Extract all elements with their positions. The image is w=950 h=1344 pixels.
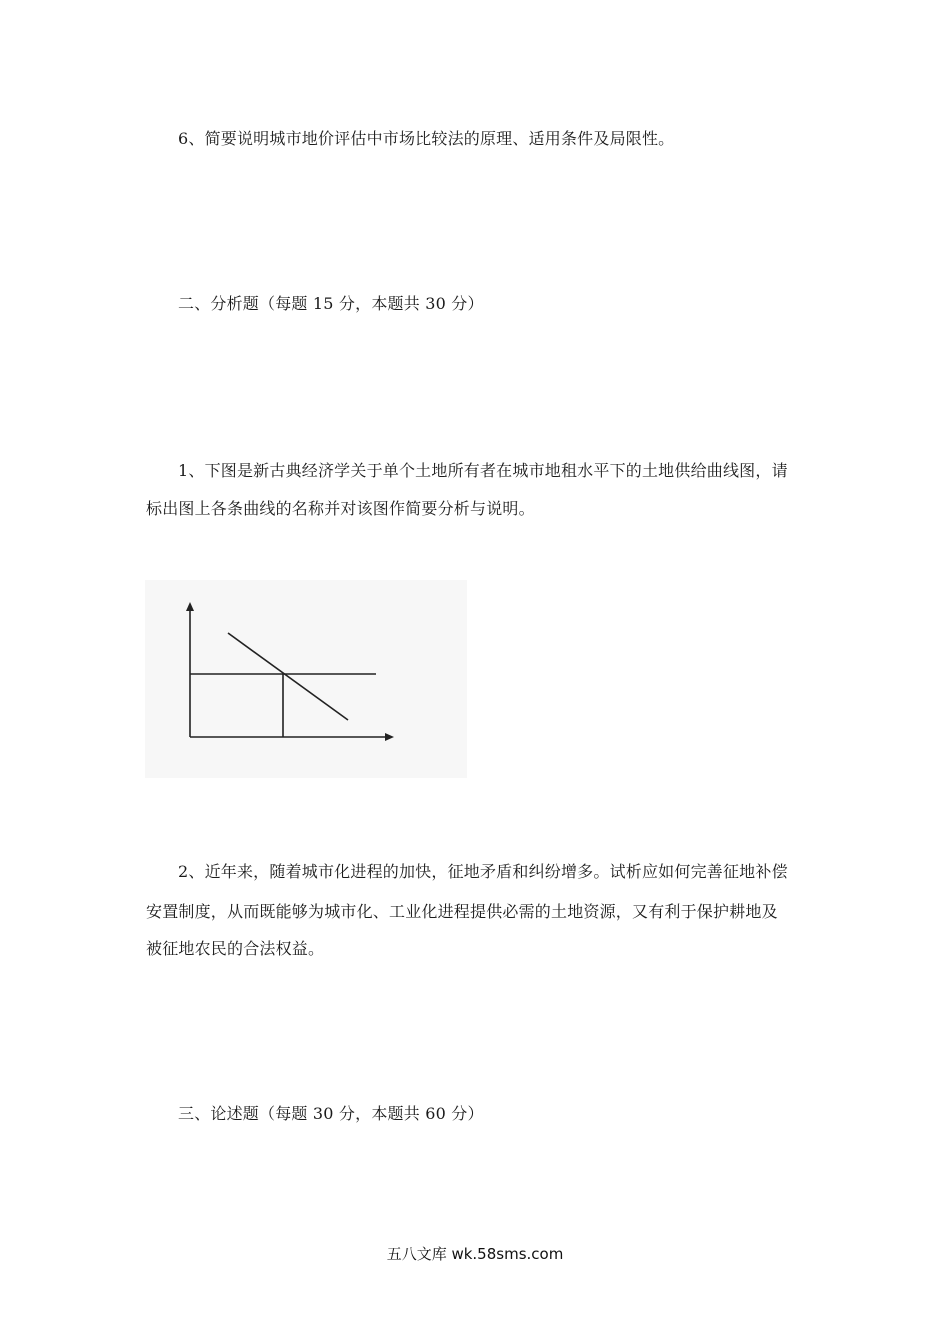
footer-watermark: 五八文库 wk.58sms.com [386, 1245, 564, 1263]
question-2-line-1: 2、近年来，随着城市化进程的加快，征地矛盾和纠纷增多。试析应如何完善征地补偿 [178, 862, 788, 881]
question-2-line-3: 被征地农民的合法权益。 [146, 939, 325, 958]
question-1-line-2: 标出图上各条曲线的名称并对该图作简要分析与说明。 [146, 499, 535, 518]
x-axis-arrow [385, 733, 394, 741]
question-2-line-2: 安置制度，从而既能够为城市化、工业化进程提供必需的土地资源，又有利于保护耕地及 [146, 902, 778, 921]
section-2-heading: 二、分析题（每题 15 分，本题共 30 分） [178, 294, 484, 313]
land-supply-curve-figure [145, 580, 467, 778]
question-6: 6、简要说明城市地价评估中市场比较法的原理、适用条件及局限性。 [178, 129, 675, 148]
question-1-line-1: 1、下图是新古典经济学关于单个土地所有者在城市地租水平下的土地供给曲线图，请 [178, 461, 788, 480]
section-3-heading: 三、论述题（每题 30 分，本题共 60 分） [178, 1104, 484, 1123]
y-axis-arrow [186, 602, 194, 611]
downward-sloping-line [228, 633, 348, 720]
supply-curve-diagram [145, 580, 467, 778]
